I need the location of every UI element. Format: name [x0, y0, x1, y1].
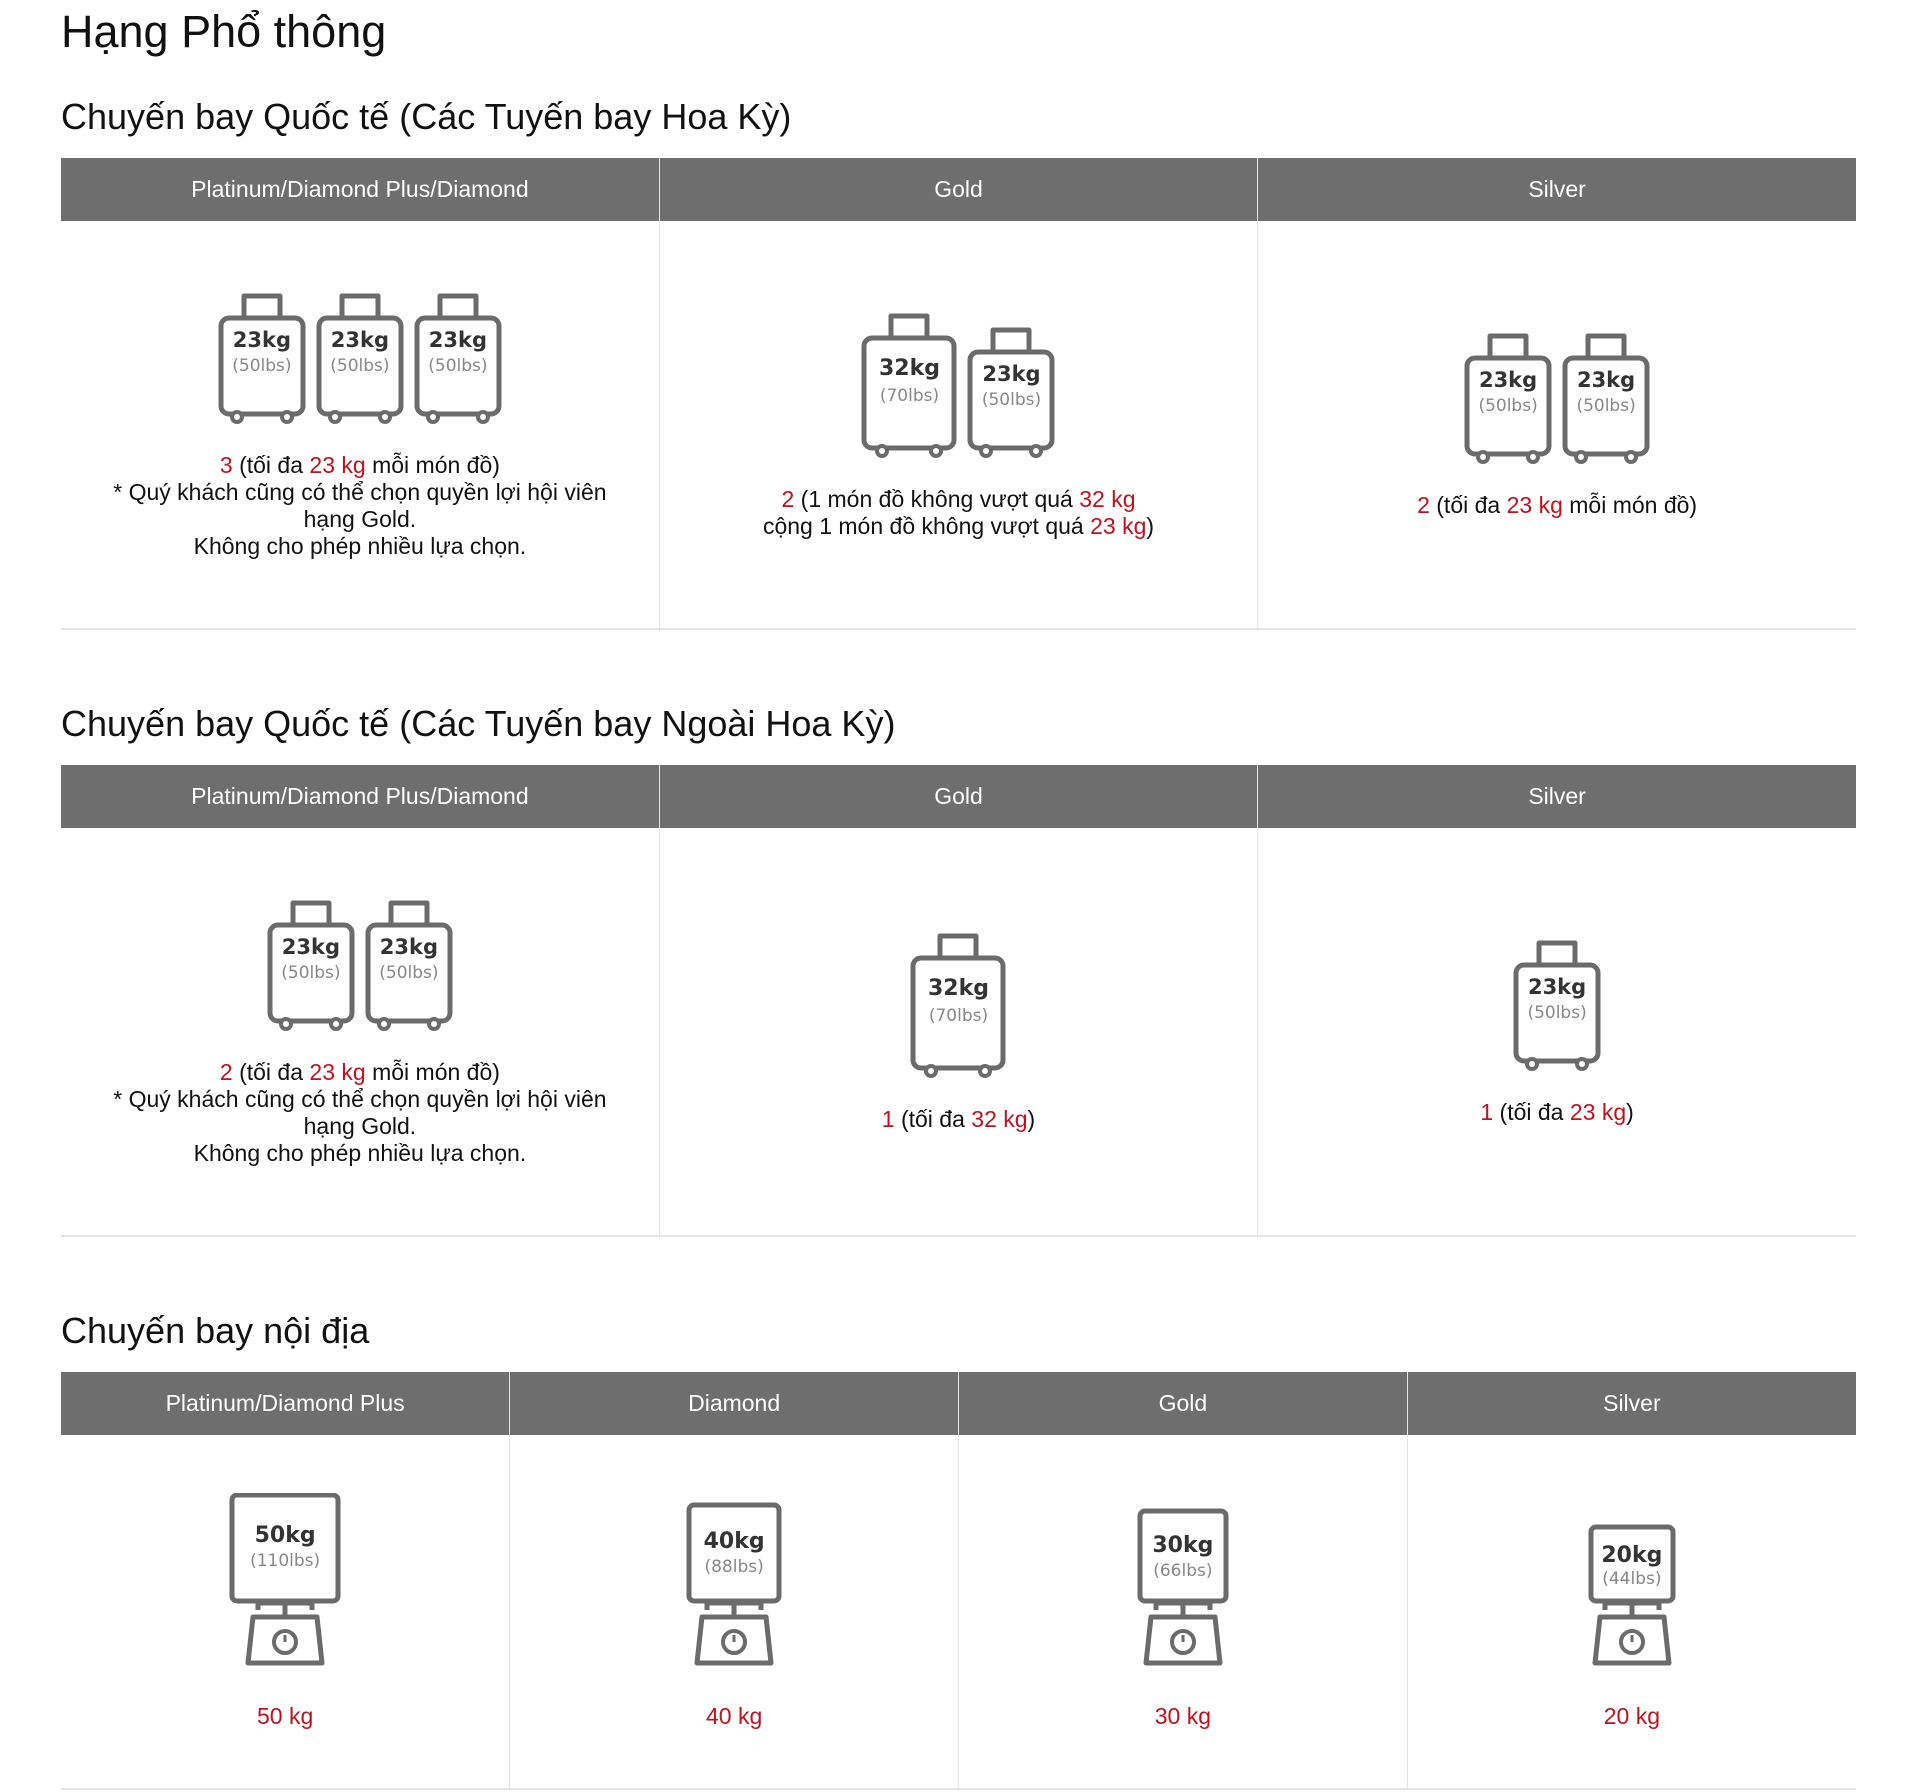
bag-weight-lbs: (70lbs): [879, 385, 940, 406]
suitcase-icon: [414, 290, 502, 424]
desc-text: (tối đa: [232, 451, 310, 478]
scale-weight-kg: 50kg: [254, 1523, 316, 1548]
allowance-description: [1480, 1099, 1633, 1126]
bag-weight-kg: 23kg: [232, 327, 292, 352]
no-multiple-choice-note: Không cho phép nhiều lựa chọn.: [193, 532, 527, 559]
gold-option-note: * Quý khách cũng có thể chọn quyền lợi hội viên: [113, 1085, 607, 1112]
max-weight: 23 kg: [1506, 492, 1563, 518]
bag-count: 2: [219, 1058, 233, 1085]
page-title: Hạng Phổ thông: [61, 6, 387, 57]
suitcase-icon: [267, 897, 355, 1031]
column-header-silver: Silver: [1258, 158, 1856, 221]
section-title-international-non-us: Chuyến bay Quốc tế (Các Tuyến bay Ngoài Hoa Kỳ): [61, 703, 896, 744]
bag-weight-lbs: (50lbs): [1576, 396, 1636, 416]
column-header-gold: Gold: [659, 765, 1257, 828]
bag-weight-lbs: (50lbs): [232, 355, 292, 376]
allowance-cell-platinum: [61, 828, 659, 1236]
bag-weight-kg: 23kg: [982, 361, 1041, 386]
desc-text: (1 món đồ không vượt quá: [794, 485, 1080, 512]
bag-weight-kg: 23kg: [281, 934, 341, 959]
scale-weight-lbs: (110lbs): [250, 1551, 321, 1571]
desc-text: mỗi món đồ): [1562, 492, 1698, 518]
total-weight: 20 kg: [1603, 1703, 1660, 1729]
suitcase-icon: [316, 290, 404, 424]
bag-group: [267, 897, 453, 1031]
allowance-description: [113, 1059, 606, 1167]
column-header-platinum: Platinum/Diamond Plus/Diamond: [61, 158, 659, 221]
no-multiple-choice-note: Không cho phép nhiều lựa chọn.: [193, 1139, 527, 1166]
total-weight: 50 kg: [256, 1703, 314, 1729]
scale-weight-kg: 20kg: [1601, 1543, 1663, 1568]
max-weight: 23 kg: [309, 451, 366, 478]
allowance-cell-platinum: [61, 221, 659, 629]
section-title-international-us: Chuyến bay Quốc tế (Các Tuyến bay Hoa Kỳ): [61, 96, 792, 137]
desc-text: mỗi món đồ): [365, 451, 500, 478]
bag-count: 3: [219, 451, 233, 478]
weighing-scale-icon: [659, 1493, 809, 1673]
desc-text: (tối đa: [894, 1106, 972, 1132]
bag-weight-kg: 23kg: [1527, 975, 1587, 999]
allowance-cell-diamond: [510, 1435, 959, 1789]
desc-text: (tối đa: [1429, 492, 1507, 518]
bag-weight-lbs: (50lbs): [1478, 396, 1538, 416]
allowance-cell-gold: [659, 828, 1257, 1236]
bag-group: [218, 290, 502, 424]
weighing-scale-icon: [210, 1493, 360, 1673]
bag-weight-lbs: (50lbs): [1527, 1003, 1587, 1023]
max-weight: 32 kg: [1079, 485, 1136, 512]
bag-count: 2: [1417, 492, 1430, 518]
scale-weight-kg: 30kg: [1152, 1533, 1214, 1558]
gold-option-note: hạng Gold.: [303, 1112, 417, 1139]
allowance-description: [1417, 492, 1697, 519]
max-weight: 23 kg: [309, 1058, 366, 1085]
column-header-silver: Silver: [1407, 1372, 1856, 1435]
desc-text: ): [1146, 512, 1155, 539]
desc-text: mỗi món đồ): [365, 1058, 500, 1085]
bag-weight-lbs: (50lbs): [981, 389, 1042, 410]
weighing-scale-icon: [1108, 1493, 1258, 1673]
weighing-scale-icon: [1557, 1493, 1707, 1673]
allowance-description: [763, 486, 1154, 540]
section-title-domestic: Chuyến bay nội địa: [61, 1310, 370, 1351]
bag-count: 1: [881, 1106, 895, 1132]
suitcase-icon: [1464, 330, 1552, 464]
allowance-cell-silver: [1258, 828, 1856, 1236]
column-header-gold: Gold: [959, 1372, 1408, 1435]
bag-weight-lbs: (50lbs): [330, 355, 390, 376]
desc-text: (tối đa: [232, 1058, 310, 1085]
bag-weight-lbs: (70lbs): [928, 1006, 989, 1026]
total-weight: 40 kg: [705, 1703, 763, 1729]
allowance-cell-gold: [959, 1435, 1408, 1789]
baggage-table-international-us: [61, 158, 1856, 630]
scale-weight-lbs: (88lbs): [704, 1557, 764, 1577]
bag-group: [1513, 937, 1601, 1071]
max-weight: 23 kg: [1090, 512, 1147, 539]
suitcase-icon: [1513, 937, 1601, 1071]
bag-weight-kg: 23kg: [1576, 368, 1636, 392]
bag-weight-lbs: (50lbs): [379, 962, 439, 983]
suitcase-icon: [218, 290, 306, 424]
allowance-description: [113, 452, 606, 560]
baggage-table-international-non-us: [61, 765, 1856, 1237]
column-header-platinum-diamond-plus: Platinum/Diamond Plus: [61, 1372, 510, 1435]
gold-option-note: * Quý khách cũng có thể chọn quyền lợi hội viên: [113, 478, 607, 505]
suitcase-icon: [967, 324, 1055, 458]
max-weight: 23 kg: [1569, 1099, 1627, 1125]
allowance-cell-gold: [659, 221, 1257, 629]
bag-weight-kg: 23kg: [428, 327, 488, 352]
suitcase-icon: [365, 897, 453, 1031]
bag-weight-kg: 32kg: [878, 355, 940, 381]
allowance-description: [882, 1106, 1035, 1133]
allowance-cell-silver: [1258, 221, 1856, 629]
bag-weight-lbs: (50lbs): [281, 962, 341, 983]
scale-weight-lbs: (44lbs): [1602, 1569, 1662, 1589]
bag-weight-kg: 23kg: [1478, 368, 1538, 392]
column-header-diamond: Diamond: [510, 1372, 959, 1435]
suitcase-icon: [1562, 330, 1650, 464]
bag-weight-kg: 23kg: [330, 327, 390, 352]
desc-text: cộng 1 món đồ không vượt quá: [762, 512, 1091, 539]
bag-count: 2: [781, 485, 795, 512]
column-header-platinum: Platinum/Diamond Plus/Diamond: [61, 765, 659, 828]
bag-count: 1: [1480, 1099, 1494, 1125]
desc-text: ): [1626, 1099, 1634, 1125]
bag-weight-kg: 23kg: [379, 934, 439, 959]
scale-weight-lbs: (66lbs): [1153, 1561, 1213, 1581]
allowance-cell-platinum-diamond-plus: [61, 1435, 510, 1789]
bag-weight-lbs: (50lbs): [428, 355, 488, 376]
column-header-gold: Gold: [659, 158, 1257, 221]
max-weight: 32 kg: [971, 1106, 1028, 1132]
desc-text: ): [1027, 1106, 1036, 1132]
bag-group: [910, 930, 1006, 1078]
scale-weight-kg: 40kg: [703, 1529, 765, 1554]
suitcase-icon: [910, 930, 1006, 1078]
suitcase-icon: [861, 310, 957, 458]
bag-group: [1464, 330, 1650, 464]
baggage-table-domestic: [61, 1372, 1856, 1790]
total-weight: 30 kg: [1154, 1703, 1211, 1729]
column-header-silver: Silver: [1258, 765, 1856, 828]
desc-text: (tối đa: [1493, 1099, 1570, 1125]
gold-option-note: hạng Gold.: [303, 505, 417, 532]
bag-weight-kg: 32kg: [927, 976, 989, 1001]
bag-group: [861, 310, 1055, 458]
allowance-cell-silver: [1407, 1435, 1856, 1789]
